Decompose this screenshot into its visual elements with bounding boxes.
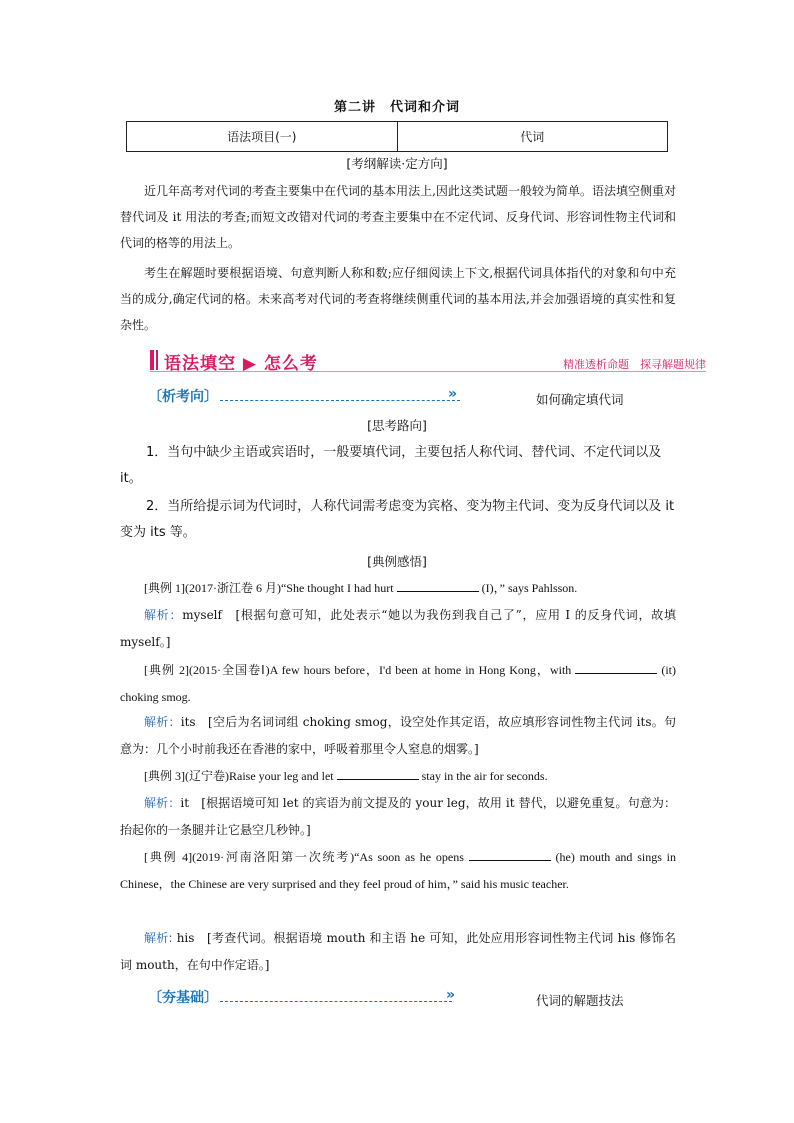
example-4-answer: [120, 925, 676, 979]
point-1: 1．当句中缺少主语或宾语时，一般要填代词，主要包括人称代词、替代词、不定代词以及 it。: [120, 445, 662, 486]
banner-bar: [156, 350, 158, 370]
intro-paragraph-2: 考生在解题时要根据语境、句意判断人称和数;应仔细阅读上下文,根据代词具体指代的对象和句中充当的成分,确定代词的格。未来高考对代词的考查将继续侧重代词的基本用法,并会加强语境的真实性和复杂性。: [120, 266, 676, 332]
analysis-label: 解析：: [144, 715, 181, 729]
example-1-question: [120, 575, 676, 602]
section-heading-syllabus: [考纲解读·定方向]: [346, 156, 448, 171]
example-4-text-end: (he) mouth and sings in Chinese，the Chinese are very surprised and they feel proud of him，” said his music teacher.: [120, 850, 676, 891]
example-4-question: [120, 844, 676, 898]
tag-row-analysis: [148, 386, 688, 408]
point-2: 2．当所给提示词为代词时，人称代词需考虑变为宾格、变为物主代词、变为反身代词以及 it 变为 its 等。: [120, 499, 675, 540]
analysis-label: 解析：: [144, 608, 183, 622]
example-2-question: [120, 657, 676, 711]
dashed-rule: [220, 400, 460, 401]
answer-blank: [397, 579, 479, 592]
banner-bar: [150, 350, 154, 370]
answer-blank: [469, 848, 551, 861]
tag-text-analysis: 如何确定填代词: [536, 392, 624, 407]
example-3-explanation: it [根据语境可知 let 的宾语为前文提及的 your leg，故用 it 替代，以避免重复。句意为：抬起你的一条腿并让它悬空几秒钟。]: [120, 796, 676, 837]
example-4-explanation: his [考查代词。根据语境 mouth 和主语 he 可知，此处应用形容词性物主代词 his 修饰名词 mouth，在句中作定语。]: [120, 931, 676, 972]
grammar-item-label: 语法项目(一): [127, 122, 398, 152]
tag-row-basics: [148, 987, 688, 1009]
analysis-label: 解析:: [144, 931, 173, 945]
example-2-text-end: (it) choking smog.: [120, 663, 676, 704]
example-2-explanation: its [空后为名词词组 choking smog，设空处作其定语，故应填形容词性物主代词 its。句意为：几个小时前我还在香港的家中，呼吸着那里令人窒息的烟雾。]: [120, 715, 676, 756]
section-heading-examples: [典例感悟]: [367, 554, 427, 569]
tag-text-basics: 代词的解题技法: [536, 993, 624, 1008]
example-1-text: [典例 1](2017·浙江卷 6 月)“She thought I had hurt: [144, 581, 397, 595]
tag-label-analysis: 〔析考向〕: [148, 389, 218, 405]
example-2-answer: [120, 709, 676, 763]
tag-label-basics: 〔夯基础〕: [148, 990, 218, 1006]
example-1-explanation: myself [根据句意可知，此处表示“她以为我伤到我自己了”，应用 I 的反身代词，故填 myself。]: [120, 608, 676, 649]
example-3-answer: [120, 790, 676, 844]
banner-heading: 语法填空 ▶ 怎么考: [164, 354, 318, 374]
answer-blank: [337, 767, 419, 780]
example-4-text: [典例 4](2019·河南洛阳第一次统考)“As soon as he opens: [144, 850, 469, 864]
example-3-text: [典例 3](辽宁卷)Raise your leg and let: [144, 769, 337, 783]
page-title: 第二讲 代词和介词: [333, 100, 460, 115]
grammar-item-value: 代词: [397, 122, 668, 152]
section-heading-thinking: [思考路向]: [367, 418, 427, 433]
example-3-text-end: stay in the air for seconds.: [418, 769, 548, 783]
example-2-text: [典例 2](2015·全国卷Ⅰ)A few hours before，I'd been at home in Hong Kong，with: [144, 663, 576, 677]
answer-blank: [575, 661, 657, 674]
section-banner: [150, 348, 706, 372]
intro-paragraph-1: 近几年高考对代词的考查主要集中在代词的基本用法上,因此这类试题一般较为简单。语法填空侧重对替代词及 it 用法的考查;而短文改错对代词的考查主要集中在不定代词、反身代词、形容词性物主代词和代词的格等的用法上。: [120, 184, 676, 250]
banner-subtitle: 精准透析命题 探寻解题规律: [563, 358, 706, 371]
double-chevron-icon: »: [448, 386, 458, 402]
double-chevron-icon: »: [446, 987, 456, 1003]
banner-rule: [150, 371, 706, 372]
grammar-item-table: [126, 121, 668, 152]
analysis-label: 解析：: [144, 796, 181, 810]
example-3-question: [120, 763, 676, 790]
example-1-text-end: (I)，” says Pahlsson.: [478, 581, 578, 595]
dashed-rule: [220, 1001, 452, 1002]
example-1-answer: [120, 602, 676, 656]
